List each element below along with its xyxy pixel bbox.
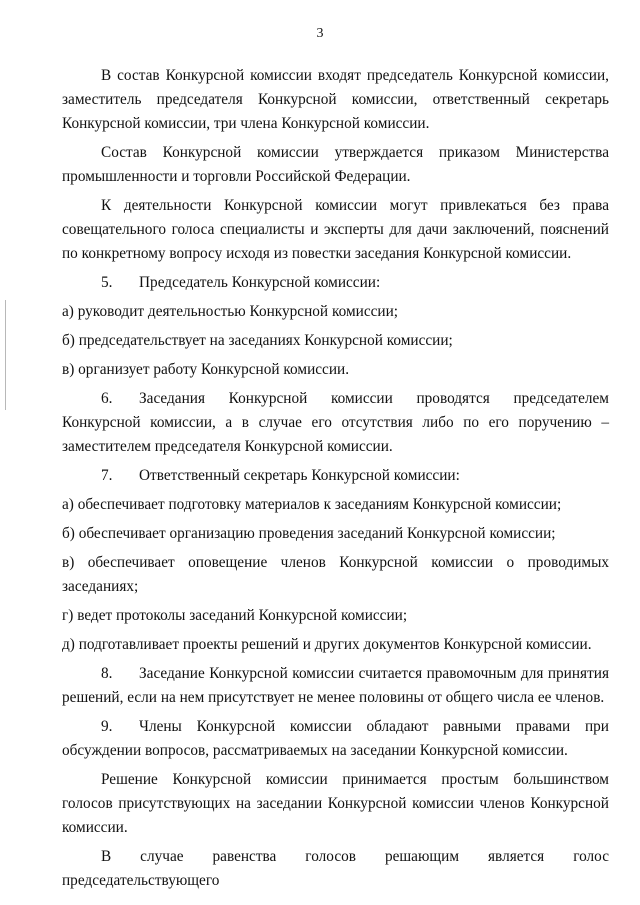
- item-number-6: 6.: [101, 390, 113, 407]
- item-number-9: 9.: [101, 718, 113, 735]
- paragraph-commission-composition: В состав Конкурсной комиссии входят председатель Конкурсной комиссии, заместитель председателя Конкурсной комиссии, ответственный секретарь Конкурсной комиссии, три члена Конкурсной комиссии.: [62, 67, 609, 132]
- paragraph-item-9: [62, 715, 609, 763]
- list-item-secretary-d: г) ведет протоколы заседаний Конкурсной комиссии;: [62, 607, 408, 624]
- paragraph-item-5: [62, 271, 609, 295]
- paragraph-item-7: [62, 464, 609, 488]
- paragraph-decision-majority: Решение Конкурсной комиссии принимается простым большинством голосов присутствующих на заседании Конкурсной комиссии членов Конкурсной комиссии.: [62, 771, 609, 836]
- list-item-secretary-c: в) обеспечивает оповещение членов Конкурсной комиссии о проводимых заседаниях;: [62, 554, 609, 595]
- paragraph-item-6: [62, 387, 609, 459]
- item-text-8: Заседание Конкурсной комиссии считается правомочным для принятия решений, если на нем присутствует не менее половины от общего числа ее членов.: [62, 665, 609, 706]
- list-item-chair-a: а) руководит деятельностью Конкурсной комиссии;: [62, 303, 399, 320]
- list-item-chair-b: б) председательствует на заседаниях Конкурсной комиссии;: [62, 332, 453, 349]
- page-number: 3: [316, 26, 324, 41]
- item-text-7: Ответственный секретарь Конкурсной комиссии:: [139, 467, 460, 484]
- list-item-secretary-e: д) подготавливает проекты решений и других документов Конкурсной комиссии.: [62, 636, 592, 653]
- scan-edge-line: [5, 300, 6, 410]
- paragraph-tie-vote: В случае равенства голосов решающим является голос председательствующего: [62, 848, 609, 889]
- item-text-5: Председатель Конкурсной комиссии:: [139, 274, 381, 291]
- paragraph-commission-approval: Состав Конкурсной комиссии утверждается приказом Министерства промышленности и торговли Российской Федерации.: [62, 144, 609, 185]
- list-item-secretary-a: а) обеспечивает подготовку материалов к заседаниям Конкурсной комиссии;: [62, 496, 562, 513]
- paragraph-experts: К деятельности Конкурсной комиссии могут привлекаться без права совещательного голоса специалисты и эксперты для дачи заключений, пояснений по конкретному вопросу исходя из повестки заседания Конкурсной комиссии.: [62, 197, 609, 262]
- item-number-5: 5.: [101, 274, 113, 291]
- list-item-chair-c: в) организует работу Конкурсной комиссии.: [62, 361, 350, 378]
- item-number-7: 7.: [101, 467, 113, 484]
- item-text-6: Заседания Конкурсной комиссии проводятся председателем Конкурсной комиссии, а в случае его отсутствия либо по его поручению – заместителем председателя Конкурсной комиссии.: [62, 390, 609, 455]
- paragraph-item-8: [62, 662, 609, 710]
- item-number-8: 8.: [101, 665, 113, 682]
- document-body: [62, 64, 609, 893]
- item-text-9: Члены Конкурсной комиссии обладают равными правами при обсуждении вопросов, рассматриваемых на заседании Конкурсной комиссии.: [62, 718, 609, 759]
- list-item-secretary-b: б) обеспечивает организацию проведения заседаний Конкурсной комиссии;: [62, 525, 556, 542]
